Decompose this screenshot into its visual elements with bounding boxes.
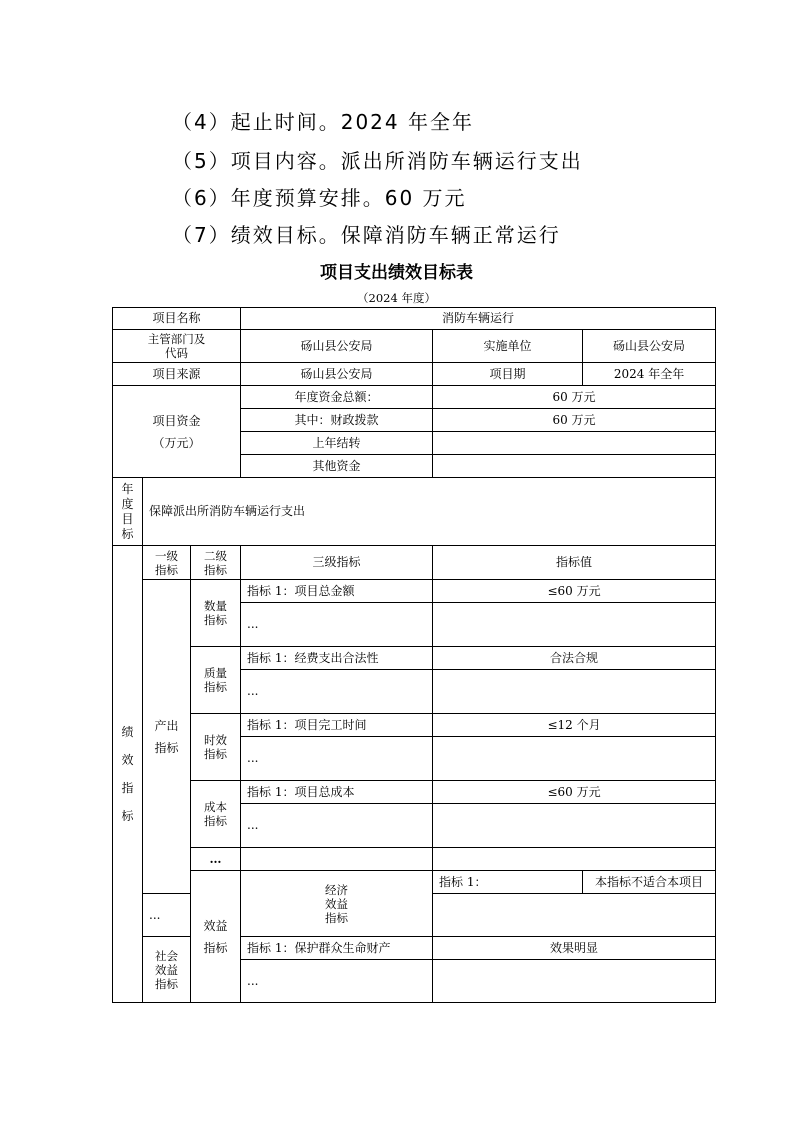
- quality-label: 质量指标: [191, 647, 241, 714]
- impl-value: 砀山县公安局: [583, 330, 716, 363]
- quantity-indicator: 指标 1：项目总金额: [241, 580, 433, 603]
- project-name-value: 消防车辆运行: [241, 308, 716, 330]
- quality-ellipsis: ...: [241, 670, 433, 714]
- economic-label: 经济效益指标: [241, 871, 433, 937]
- table-row: [113, 647, 716, 670]
- text-item-5: （5）项目内容。派出所消防车辆运行支出: [172, 149, 583, 173]
- table-row: [113, 363, 716, 386]
- cost-indicator: 指标 1：项目总成本: [241, 781, 433, 804]
- funds-other-value: [433, 455, 716, 478]
- output-more-empty-2: [433, 848, 716, 871]
- output-label: 产出指标: [143, 580, 191, 894]
- economic-ellipsis: ...: [143, 894, 191, 937]
- timeliness-empty: [433, 737, 716, 781]
- quantity-label: 数量指标: [191, 580, 241, 647]
- funds-fiscal-value: 60 万元: [433, 409, 716, 432]
- header-value: 指标值: [433, 546, 716, 580]
- output-more-empty-1: [241, 848, 433, 871]
- table-row: [113, 714, 716, 737]
- dept-label: 主管部门及代码: [113, 330, 241, 363]
- table-row: [113, 781, 716, 804]
- text-item-6: （6）年度预算安排。60 万元: [172, 186, 467, 210]
- cost-label: 成本指标: [191, 781, 241, 848]
- social-indicator: 指标 1：保护群众生命财产: [241, 937, 433, 960]
- timeliness-indicator: 指标 1：项目完工时间: [241, 714, 433, 737]
- funds-other-label: 其他资金: [241, 455, 433, 478]
- cost-empty: [433, 804, 716, 848]
- quality-empty: [433, 670, 716, 714]
- timeliness-ellipsis: ...: [241, 737, 433, 781]
- table-row: [113, 478, 716, 546]
- cost-value: ≤60 万元: [433, 781, 716, 804]
- table-row: [113, 546, 716, 580]
- table-row: [113, 308, 716, 330]
- funds-label: 项目资金 （万元）: [113, 386, 241, 478]
- table-row: [113, 386, 716, 409]
- social-empty: [433, 960, 716, 1003]
- funds-total-value: 60 万元: [433, 386, 716, 409]
- quantity-ellipsis: ...: [241, 603, 433, 647]
- quantity-value: ≤60 万元: [433, 580, 716, 603]
- economic-empty: [433, 894, 716, 937]
- perf-label: 绩效指标: [113, 546, 143, 1003]
- annual-goal-text: 保障派出所消防车辆运行支出: [143, 478, 716, 546]
- output-more-ellipsis: …: [191, 848, 241, 871]
- annual-goal-label: 年度目标: [113, 478, 143, 546]
- header-level3: 三级指标: [241, 546, 433, 580]
- timeliness-value: ≤12 个月: [433, 714, 716, 737]
- benefit-label: 效益指标: [191, 871, 241, 1003]
- quality-indicator: 指标 1：经费支出合法性: [241, 647, 433, 670]
- performance-table: [112, 307, 716, 1003]
- quantity-empty: [433, 603, 716, 647]
- source-value: 砀山县公安局: [241, 363, 433, 386]
- dept-value: 砀山县公安局: [241, 330, 433, 363]
- funds-carryover-value: [433, 432, 716, 455]
- social-ellipsis: ...: [241, 960, 433, 1003]
- header-level1: 一级指标: [143, 546, 191, 580]
- economic-value: 本指标不适合本项目: [583, 871, 716, 894]
- period-value: 2024 年全年: [583, 363, 716, 386]
- quality-value: 合法合规: [433, 647, 716, 670]
- year-note: （2024 年度）: [357, 291, 436, 305]
- table-title: 项目支出绩效目标表: [320, 263, 473, 283]
- funds-carryover-label: 上年结转: [241, 432, 433, 455]
- table-row: [113, 871, 716, 894]
- economic-indicator: 指标 1：: [433, 871, 583, 894]
- table-row: [113, 580, 716, 603]
- impl-label: 实施单位: [433, 330, 583, 363]
- project-name-label: 项目名称: [113, 308, 241, 330]
- header-level2: 二级指标: [191, 546, 241, 580]
- table-row: [113, 848, 716, 871]
- period-label: 项目期: [433, 363, 583, 386]
- text-item-4: （4）起止时间。2024 年全年: [172, 110, 474, 134]
- social-label: 社会效益指标: [143, 937, 191, 1003]
- source-label: 项目来源: [113, 363, 241, 386]
- funds-fiscal-label: 其中：财政拨款: [241, 409, 433, 432]
- social-value: 效果明显: [433, 937, 716, 960]
- timeliness-label: 时效指标: [191, 714, 241, 781]
- table-row: [113, 330, 716, 363]
- funds-total-label: 年度资金总额：: [241, 386, 433, 409]
- text-item-7: （7）绩效目标。保障消防车辆正常运行: [172, 223, 561, 247]
- cost-ellipsis: ...: [241, 804, 433, 848]
